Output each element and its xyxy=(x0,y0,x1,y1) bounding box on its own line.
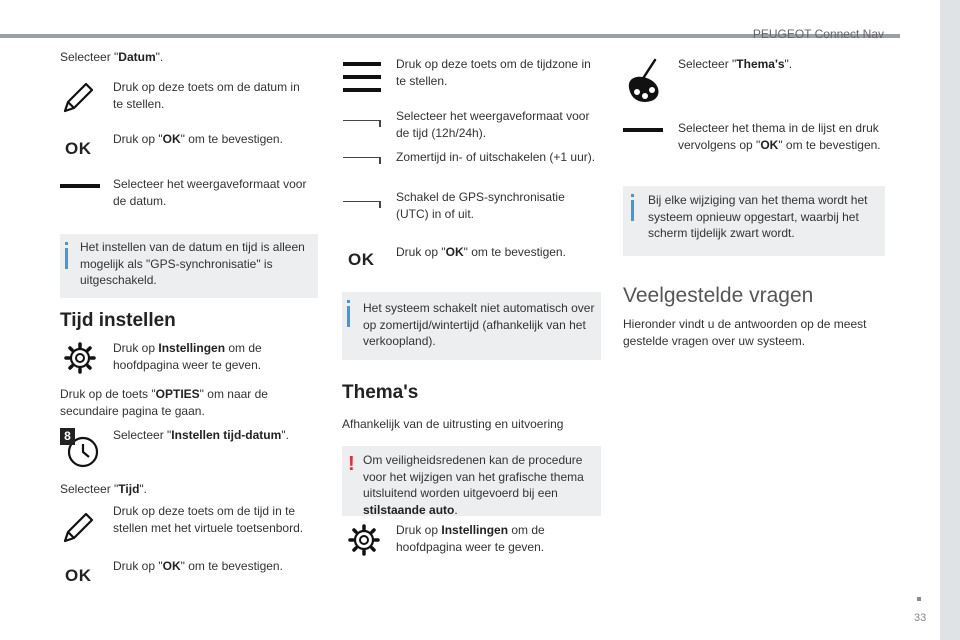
gear-icon xyxy=(63,341,97,375)
info-icon xyxy=(65,248,68,269)
dst-toggle-icon xyxy=(343,157,381,165)
settings-instruction: Druk op Instellingen om de hoofdpagina weer te geven. xyxy=(113,341,262,372)
faq-intro: Hieronder vindt u de antwoorden op de meest gestelde vragen over uw systeem. xyxy=(623,317,867,348)
select-tijd-text: Selecteer "Tijd". xyxy=(60,482,148,496)
timeformat-instruction: Selecteer het weergaveformaat voor de tijd (12h/24h). xyxy=(396,109,590,140)
format-instruction: Selecteer het weergaveformaat voor de datum. xyxy=(113,177,307,208)
side-strip xyxy=(940,0,960,640)
ok-icon-2: OK xyxy=(65,566,92,585)
note-text: Het instellen van de datum en tijd is alleen mogelijk als "GPS-synchronisatie" is uitgeschakeld. xyxy=(80,240,305,287)
gps-toggle-icon xyxy=(343,201,381,209)
settings-instruction-2: Druk op Instellingen om de hoofdpagina weer te geven. xyxy=(396,523,545,554)
timezone-instruction: Druk op deze toets om de tijdzone in te stellen. xyxy=(396,57,591,88)
select-datum-text: Selecteer "Datum". xyxy=(60,50,164,64)
page-marker xyxy=(917,597,921,601)
badge-8: 8 xyxy=(60,428,75,445)
themas-intro: Afhankelijk van de uitrusting en uitvoering xyxy=(342,417,564,431)
warning-text: Om veiligheidsredenen kan de procedure voor het wijzigen van het grafische thema uitsluitend worden uitgevoerd bij een stilstaande auto. xyxy=(363,453,584,517)
select-themas-text: Selecteer "Thema's". xyxy=(678,57,793,71)
heading-themas: Thema's xyxy=(342,382,419,403)
dst-instruction: Zomertijd in- of uitschakelen (+1 uur). xyxy=(396,150,596,164)
page-header: PEUGEOT Connect Nav xyxy=(752,27,884,41)
warning-box xyxy=(342,446,601,516)
ok-instruction: Druk op "OK" om te bevestigen. xyxy=(113,132,283,146)
note-box-thema xyxy=(623,186,885,256)
heading-faq: Veelgestelde vragen xyxy=(623,284,814,307)
pencil-icon-2 xyxy=(62,510,96,544)
pencil-icon xyxy=(62,80,96,114)
select-tijddatum-text: Selecteer "Instellen tijd-datum". xyxy=(113,428,289,442)
gear-icon-2 xyxy=(347,523,381,557)
opties-instruction: Druk op de toets "OPTIES" om naar de secundaire pagina te gaan. xyxy=(60,387,268,418)
note-text-3: Bij elke wijziging van het thema wordt het systeem opnieuw opgestart, waarbij het scherm tijdelijk zwart wordt. xyxy=(648,193,868,240)
timeformat-toggle-icon xyxy=(343,120,381,128)
gps-instruction: Schakel de GPS-synchronisatie (UTC) in of uit. xyxy=(396,190,565,221)
info-icon-3 xyxy=(631,200,634,221)
theme-instruction: Selecteer het thema in de lijst en druk vervolgens op "OK" om te bevestigen. xyxy=(678,121,881,152)
timezone-list-icon xyxy=(343,62,381,92)
warning-icon: ! xyxy=(348,453,355,475)
clock-icon xyxy=(60,428,102,470)
note-text-2: Het systeem schakelt niet automatisch over op zomertijd/wintertijd (afhankelijk van het verkoopland). xyxy=(363,301,595,348)
pencil-instruction: Druk op deze toets om de datum in te stellen. xyxy=(113,80,300,111)
theme-list-icon xyxy=(623,128,663,132)
note-box-zomertijd xyxy=(342,292,601,360)
heading-tijd-instellen: Tijd instellen xyxy=(60,310,176,331)
ok-icon: OK xyxy=(65,139,92,158)
note-box-datum xyxy=(60,234,318,298)
ok-icon-3: OK xyxy=(348,250,375,269)
palette-icon xyxy=(623,58,665,104)
ok-instruction-2: Druk op "OK" om te bevestigen. xyxy=(113,559,283,573)
ok-instruction-3: Druk op "OK" om te bevestigen. xyxy=(396,245,566,259)
format-list-icon xyxy=(60,184,100,188)
info-icon-2 xyxy=(347,306,350,327)
page-number: 33 xyxy=(914,612,927,624)
pencil-instruction-2: Druk op deze toets om de tijd in te stellen met het virtuele toetsenbord. xyxy=(113,504,304,535)
